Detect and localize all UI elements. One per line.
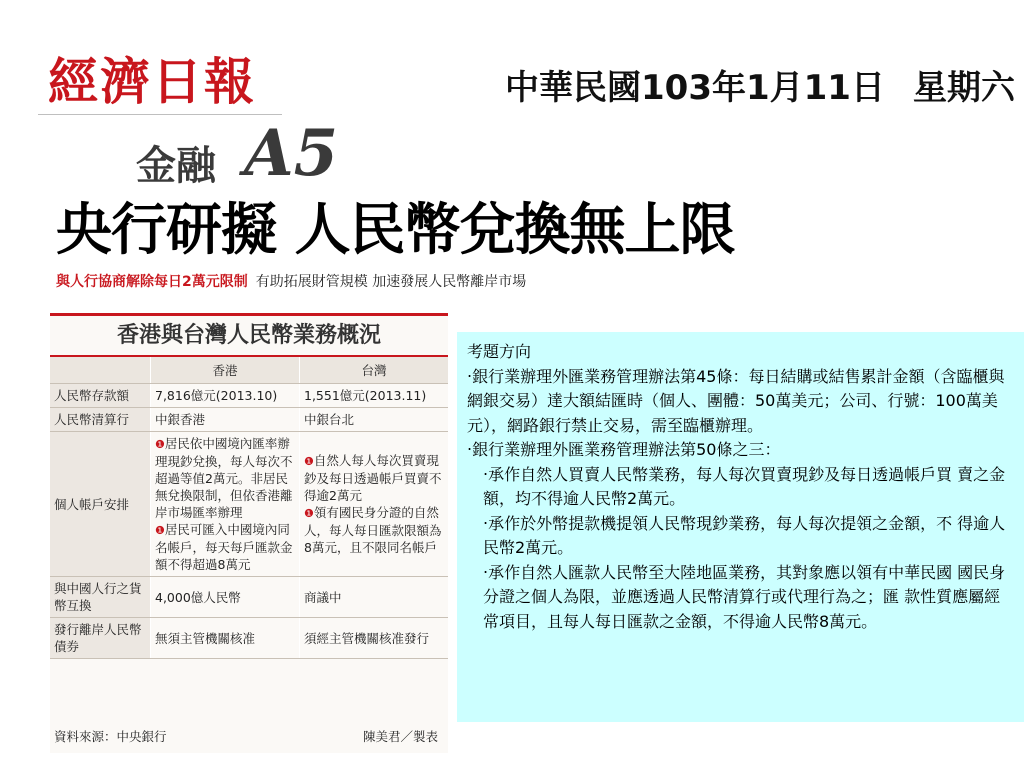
table-title: 香港與台灣人民幣業務概況 xyxy=(116,323,381,348)
bullet-icon: ❶ xyxy=(304,455,314,468)
comparison-table-panel xyxy=(50,313,448,753)
table-header-blank xyxy=(50,357,151,384)
row-label: 與中國人行之貨幣互換 xyxy=(50,577,151,618)
weekday: 星期六 xyxy=(912,68,1015,108)
date: 中華民國103年1月11日 xyxy=(505,68,885,108)
masthead-divider xyxy=(38,114,282,115)
table-row xyxy=(50,577,448,618)
subheadline-red: 與人行協商解除每日2萬元限制 xyxy=(56,274,248,290)
notes-paragraph: ‧銀行業辦理外匯業務管理辦法第45條：每日結購或結售累計金額（含臨櫃與網銀交易）達大額結匯時（個人、團體：50萬美元；公司、行號：100萬美元），網路銀行禁止交易，需至臨櫃辦理。 xyxy=(467,366,1005,435)
tw-point: ❶領有國民身分證的自然人，每人每日匯款限額為8萬元，且不限同名帳戶 xyxy=(304,505,442,555)
cell-hk: 無須主管機關核准 xyxy=(151,618,300,659)
dateline xyxy=(505,60,1015,109)
comparison-table xyxy=(50,357,448,659)
section-name: 金融 xyxy=(136,142,216,189)
cell-tw: 商議中 xyxy=(300,577,449,618)
panel-top-rule xyxy=(50,313,448,316)
section-page-number: A5 xyxy=(244,116,339,191)
notes-heading: 考題方向 xyxy=(467,342,532,361)
cell-tw: 1,551億元(2013.11) xyxy=(300,384,449,408)
table-row xyxy=(50,384,448,408)
table-row xyxy=(50,432,448,577)
cell-hk: 4,000億人民幣 xyxy=(151,577,300,618)
cell-hk: 中銀香港 xyxy=(151,408,300,432)
table-header-row xyxy=(50,357,448,384)
newspaper-masthead: 經濟日報 xyxy=(48,52,256,111)
cell-hk: 7,816億元(2013.10) xyxy=(151,384,300,408)
table-credit: 陳美君／製表 xyxy=(362,729,438,744)
notes-paragraph: ‧承作於外幣提款機提領人民幣現鈔業務，每人每次提領之金額，不 得逾人民幣2萬元。 xyxy=(483,513,1006,557)
cell-tw: 中銀台北 xyxy=(300,408,449,432)
bullet-icon: ❶ xyxy=(304,507,314,520)
table-row xyxy=(50,408,448,432)
bullet-icon: ❶ xyxy=(155,524,165,537)
table-header-tw: 台灣 xyxy=(300,357,449,384)
exam-notes-box xyxy=(457,332,1024,722)
subheadline-black: 有助拓展財管規模 加速發展人民幣離岸市場 xyxy=(255,274,527,290)
row-label: 發行離岸人民幣債券 xyxy=(50,618,151,659)
hk-point: ❶居民可匯入中國境內同名帳戶，每天每戶匯款金額不得超過8萬元 xyxy=(155,522,293,572)
table-row xyxy=(50,618,448,659)
row-label: 人民幣存款額 xyxy=(50,384,151,408)
notes-paragraph: ‧銀行業辦理外匯業務管理辦法第50條之三： xyxy=(467,440,781,459)
hk-point: ❶居民依中國境內匯率辦理現鈔兌換，每人每次不超過等值2萬元。非居民無兌換限制，但依香港離岸市場匯率辦理 xyxy=(155,436,293,520)
cell-hk xyxy=(151,432,300,577)
notes-paragraph: ‧承作自然人買賣人民幣業務，每人每次買賣現鈔及每日透過帳戶買 賣之金額，均不得逾人民幣2萬元。 xyxy=(483,464,1006,508)
headline: 央行研擬 人民幣兌換無上限 xyxy=(56,198,735,263)
tw-point: ❶自然人每人每次買賣現鈔及每日透過帳戶買賣不得逾2萬元 xyxy=(304,453,442,503)
row-label: 個人帳戶安排 xyxy=(50,432,151,577)
table-footer xyxy=(54,727,444,745)
table-source: 資料來源：中央銀行 xyxy=(54,729,167,744)
subheadline xyxy=(56,271,716,291)
cell-tw: 須經主管機關核准發行 xyxy=(300,618,449,659)
row-label: 人民幣清算行 xyxy=(50,408,151,432)
bullet-icon: ❶ xyxy=(155,438,165,451)
table-header-hk: 香港 xyxy=(151,357,300,384)
cell-tw xyxy=(300,432,449,577)
notes-paragraph: ‧承作自然人匯款人民幣至大陸地區業務，其對象應以領有中華民國 國民身分證之個人為限，並應透過人民幣清算行或代理行為之；匯 款性質應屬經常項目，且每人每日匯款之金額，不得逾人民幣8萬元。 xyxy=(483,562,1006,631)
